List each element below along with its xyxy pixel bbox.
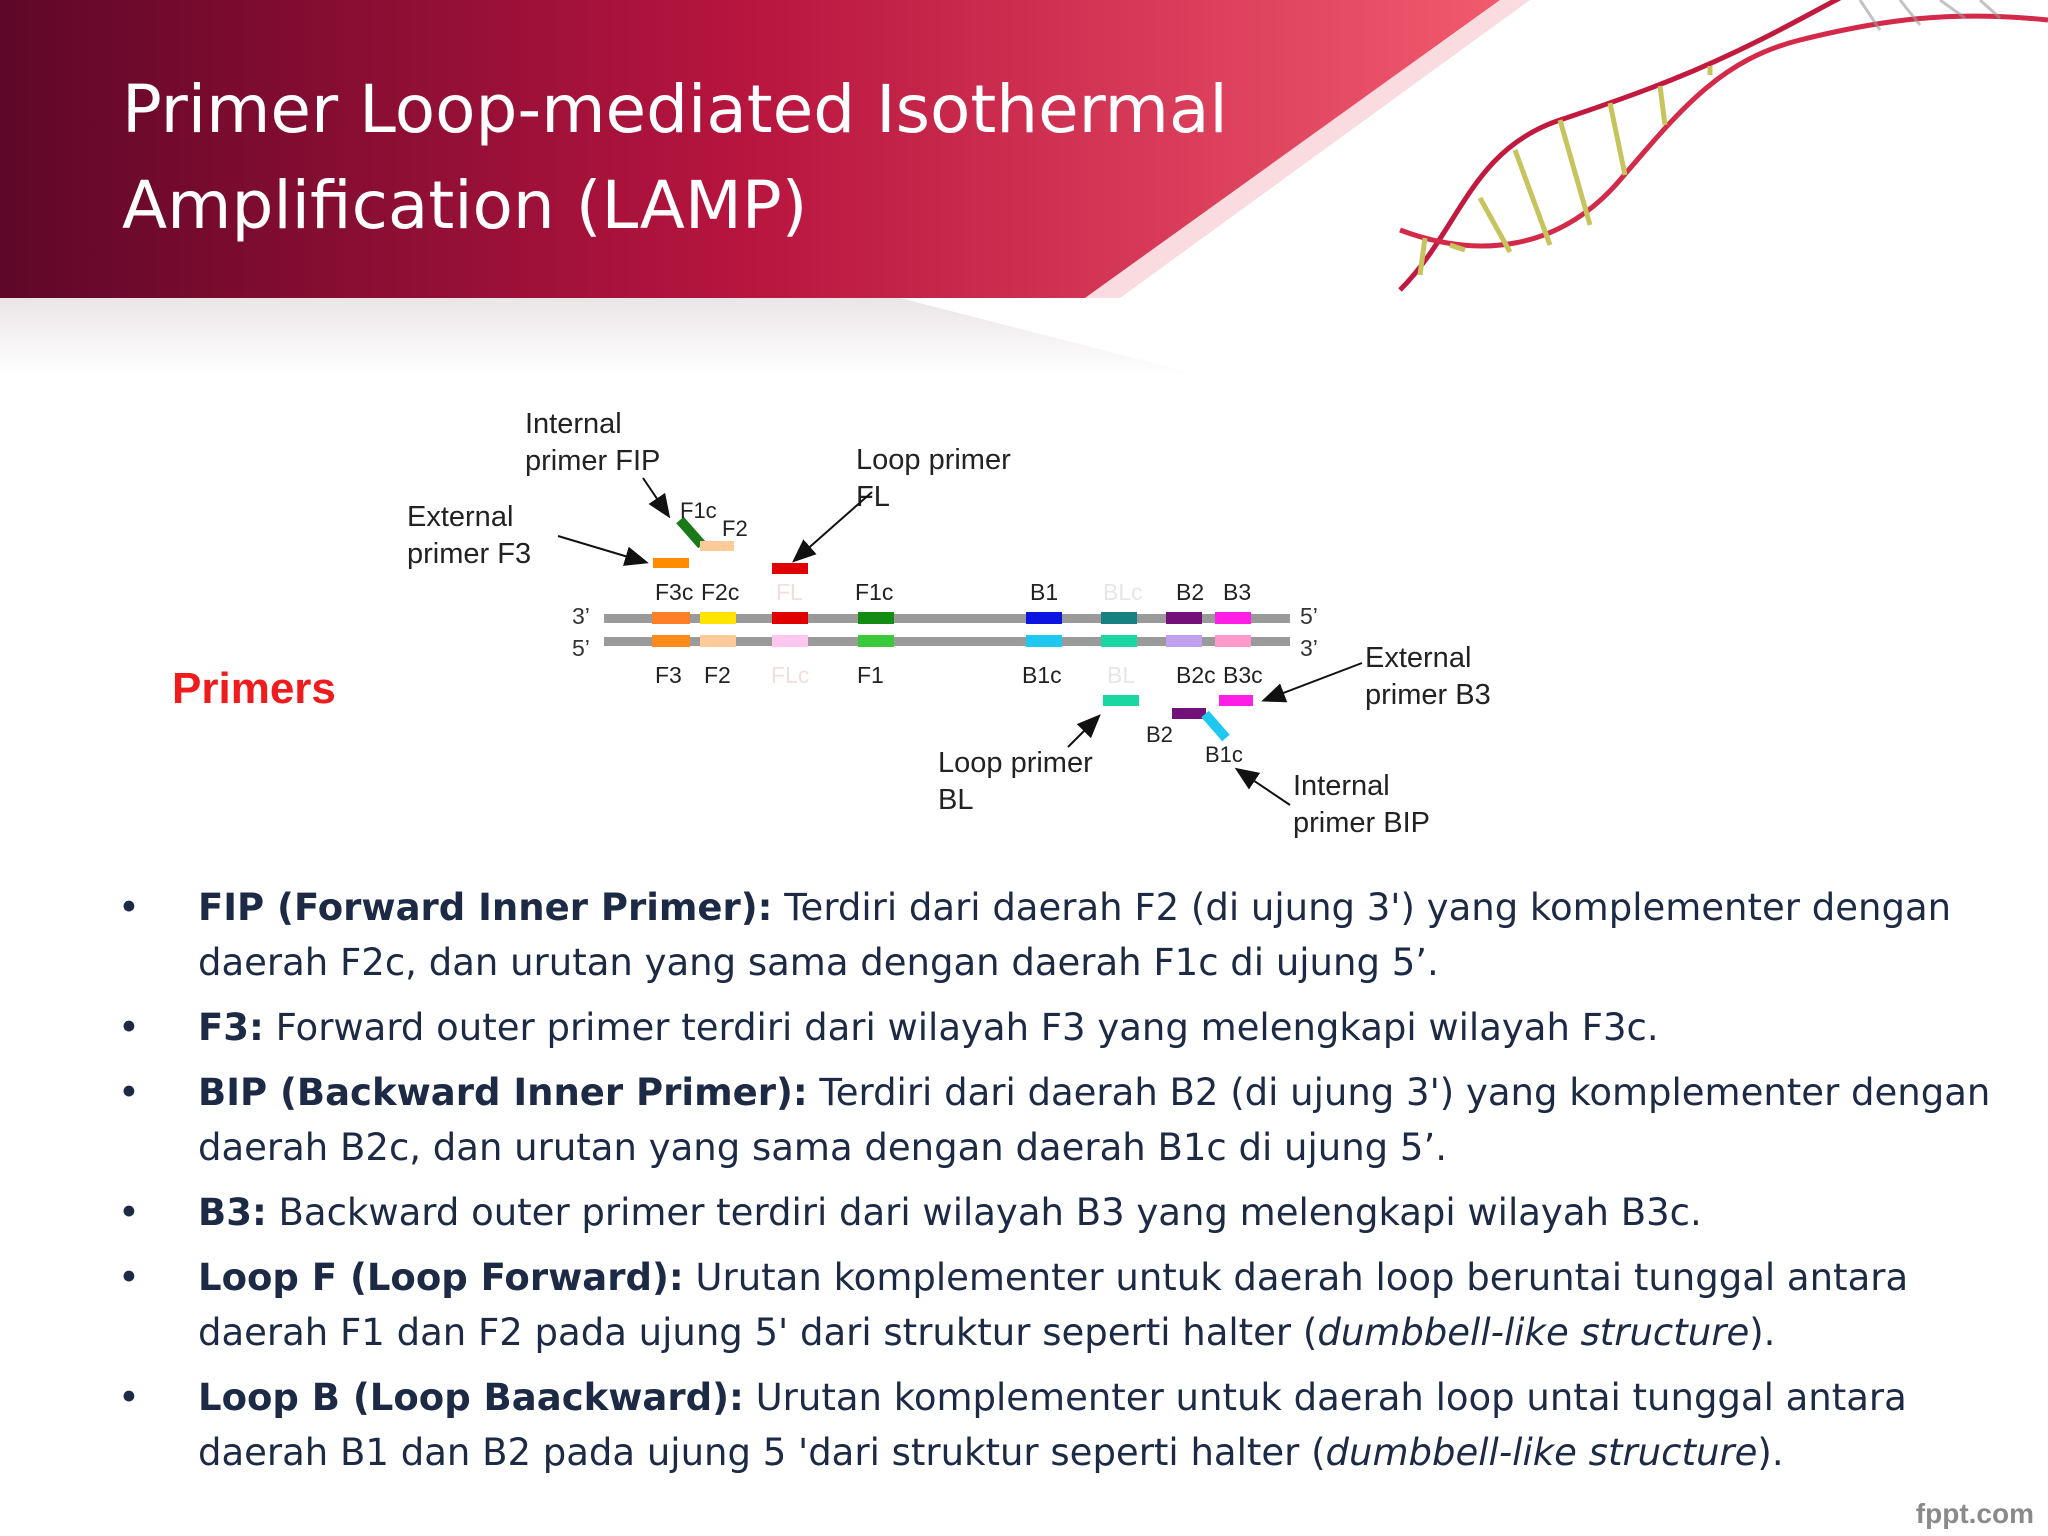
bullet-text: Terdiri dari daerah F2 (di ujung 3') yang komplementer dengan daerah F2c, dan urutan yang sama dengan daerah F1c di ujung 5’. <box>198 886 1952 984</box>
arrow-b3 <box>1265 663 1362 700</box>
bullet-term: Loop B (Loop Baackward): <box>198 1376 744 1419</box>
callout-loop-bl-line1: Loop primer <box>938 747 1093 779</box>
label-fip-f2: F2 <box>722 516 748 541</box>
end-top-right: 5’ <box>1300 603 1318 629</box>
primers-label: Primers <box>172 664 336 713</box>
bullet-text: Forward outer primer terdiri dari wilayah F3 yang melengkapi wilayah F3c. <box>263 1006 1659 1049</box>
list-item <box>118 880 1998 990</box>
list-item <box>118 1000 1998 1055</box>
bullet-text: Urutan komplementer untuk daerah loop beruntai tunggal antara daerah F1 dan F2 pada ujung 5' dari struktur seperti halter ( <box>198 1256 1909 1354</box>
top-label-b3: B3 <box>1223 579 1252 605</box>
primer-f3 <box>653 558 689 568</box>
bullet-tail: ). <box>1757 1431 1784 1474</box>
bullet-text: Terdiri dari daerah B2 (di ujung 3') yang komplementer dengan daerah B2c, dan urutan yang sama dengan daerah B1c di ujung 5’. <box>198 1071 1991 1169</box>
bottom-label-flc: FLc <box>771 662 810 688</box>
bullet-tail: ). <box>1749 1311 1776 1354</box>
primer-fip-f2 <box>700 541 734 551</box>
label-bip-b2: B2 <box>1146 722 1173 747</box>
list-item <box>118 1065 1998 1175</box>
arrow-fip <box>643 478 668 515</box>
primer-bl <box>1103 695 1139 706</box>
callout-internal-fip-line2: primer FIP <box>525 445 661 477</box>
bullet-glyph: • <box>118 1071 140 1114</box>
label-fip-f1c: F1c <box>680 498 717 523</box>
bottom-label-b2c: B2c <box>1176 662 1216 688</box>
callout-internal-bip-line2: primer BIP <box>1293 807 1430 839</box>
list-item <box>118 1370 1998 1480</box>
bottom-label-bl: BL <box>1107 662 1136 688</box>
top-label-f1c: F1c <box>855 579 894 605</box>
bullet-term: BIP (Backward Inner Primer): <box>198 1071 808 1114</box>
bullet-glyph: • <box>118 1191 140 1234</box>
callout-loop-fl-line2: FL <box>856 481 890 513</box>
bullet-glyph: • <box>118 886 140 929</box>
top-label-f3c: F3c <box>655 579 694 605</box>
bullet-term: FIP (Forward Inner Primer): <box>198 886 773 929</box>
bullet-glyph: • <box>118 1006 140 1049</box>
top-label-b1: B1 <box>1030 579 1059 605</box>
arrow-bip <box>1238 770 1290 805</box>
bottom-label-f3: F3 <box>655 662 682 688</box>
arrow-bl <box>1068 717 1098 747</box>
arrow-f3 <box>558 536 645 562</box>
end-bottom-right: 3’ <box>1300 635 1318 661</box>
primer-fl <box>772 563 808 574</box>
bottom-label-f1: F1 <box>857 662 884 688</box>
primer-b3 <box>1219 695 1253 706</box>
bullet-text: Urutan komplementer untuk daerah loop untai tunggal antara daerah B1 dan B2 pada ujung 5 'dari struktur seperti halter ( <box>198 1376 1907 1474</box>
list-item <box>118 1250 1998 1360</box>
bullet-italic: dumbbell-like structure <box>1325 1431 1758 1474</box>
callout-external-b3-line2: primer B3 <box>1365 679 1491 711</box>
footer-brand-logo: fppt.com <box>1915 1498 2034 1529</box>
bottom-label-f2: F2 <box>704 662 731 688</box>
bullet-term: Loop F (Loop Forward): <box>198 1256 684 1299</box>
list-item <box>118 1185 1998 1240</box>
top-label-f2c: F2c <box>701 579 740 605</box>
callout-loop-fl-line1: Loop primer <box>856 444 1011 476</box>
top-label-fl: FL <box>776 579 803 605</box>
bullet-glyph: • <box>118 1376 140 1419</box>
end-bottom-left: 5’ <box>572 635 590 661</box>
callout-external-f3-line1: External <box>407 501 514 533</box>
bullet-glyph: • <box>118 1256 140 1299</box>
bullet-text: Backward outer primer terdiri dari wilayah B3 yang melengkapi wilayah B3c. <box>266 1191 1702 1234</box>
primer-bip-b2 <box>1172 708 1206 719</box>
label-bip-b1c: B1c <box>1205 742 1243 767</box>
callout-internal-bip-line1: Internal <box>1293 770 1390 802</box>
slide-title-line1: Primer Loop-mediated Isothermal <box>122 71 1228 148</box>
bottom-label-b1c: B1c <box>1022 662 1062 688</box>
primer-definition-list <box>118 880 1998 1490</box>
bottom-label-b3c: B3c <box>1223 662 1263 688</box>
callout-loop-bl-line2: BL <box>938 784 974 816</box>
callout-external-b3-line1: External <box>1365 642 1472 674</box>
top-label-b2: B2 <box>1176 579 1205 605</box>
slide-title-line2: Amplification (LAMP) <box>122 167 808 244</box>
primer-bip-b1c <box>1205 714 1226 738</box>
callout-external-f3-line2: primer F3 <box>407 538 532 570</box>
top-label-blc: BLc <box>1103 579 1143 605</box>
end-top-left: 3’ <box>572 603 590 629</box>
callout-internal-fip-line1: Internal <box>525 408 622 440</box>
bullet-term: F3: <box>198 1006 264 1049</box>
arrow-fl <box>795 492 872 560</box>
bullet-term: B3: <box>198 1191 267 1234</box>
primer-fip-f1c <box>680 520 702 545</box>
bullet-italic: dumbbell-like structure <box>1317 1311 1750 1354</box>
